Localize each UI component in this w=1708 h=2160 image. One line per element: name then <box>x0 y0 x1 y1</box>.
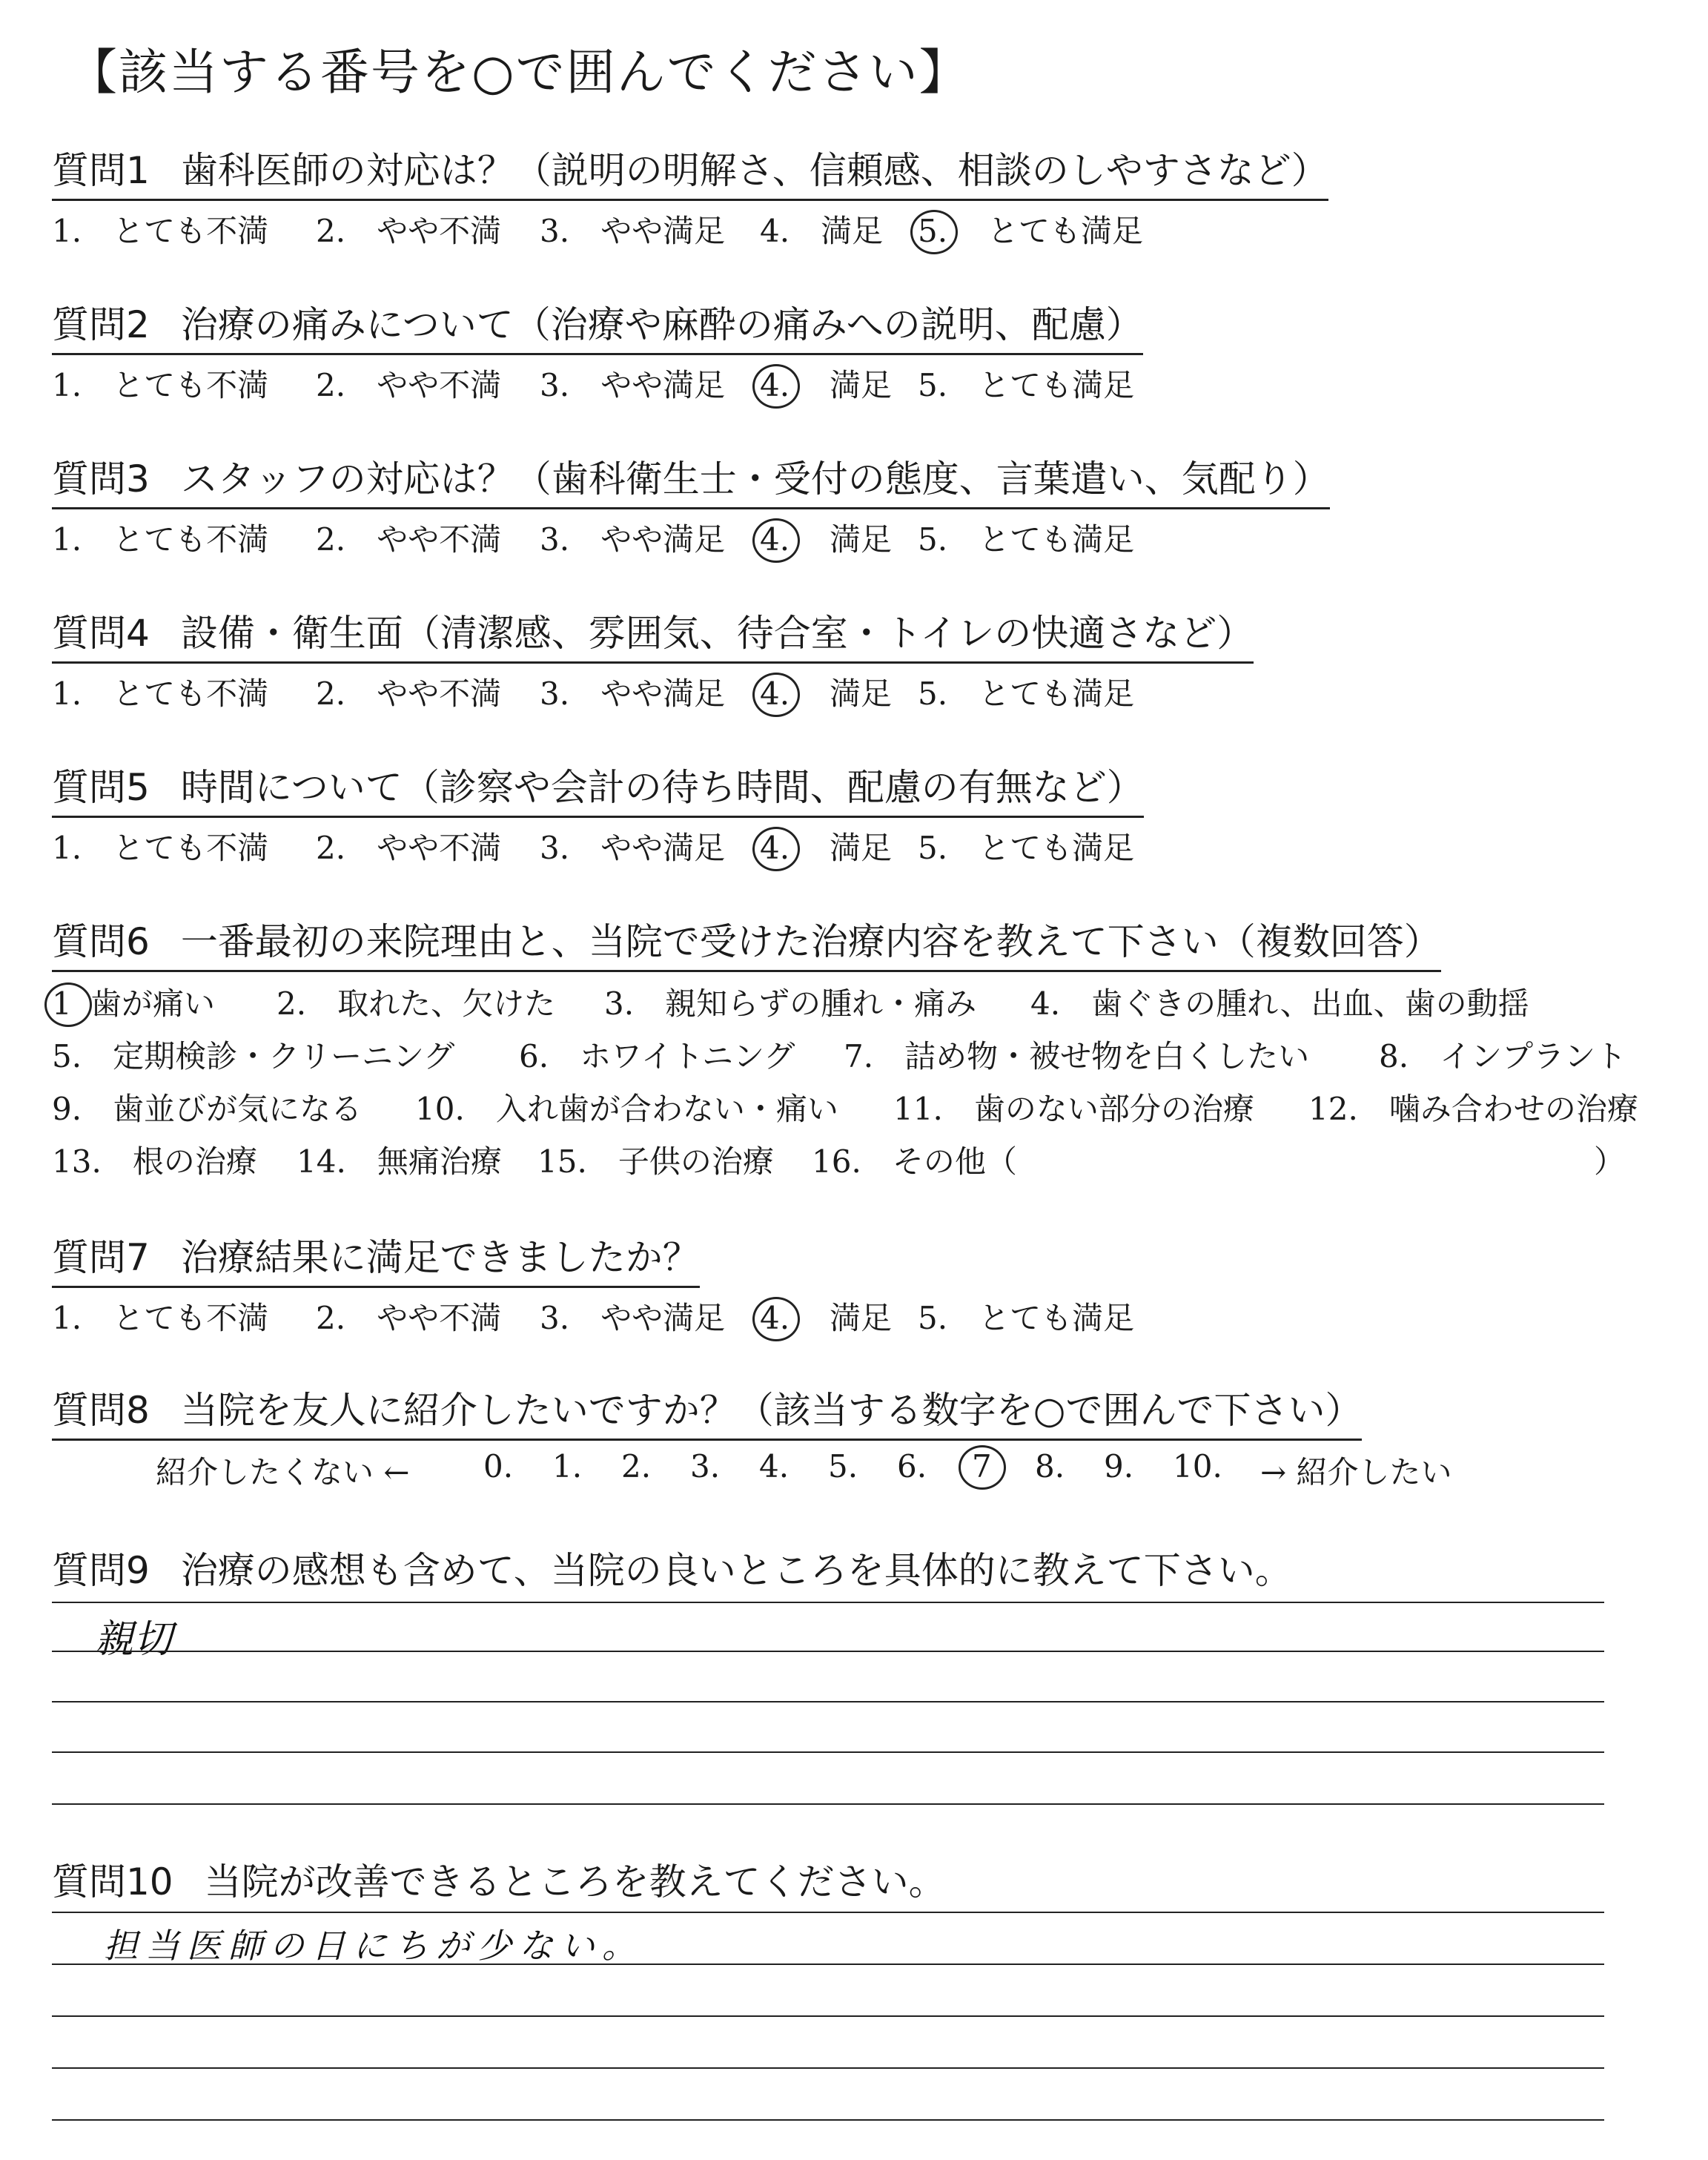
question-6-title <box>52 912 1441 972</box>
q9-answer-line-2 <box>52 1651 1604 1652</box>
q6-option-6[interactable]: 6. ホワイトニング <box>519 1038 795 1074</box>
question-7-text: 治療結果に満足できましたか？ <box>180 1236 700 1279</box>
q1-option-2[interactable]: 2. やや不満 <box>316 213 502 249</box>
question-10-text: 当院が改善できるところを教えてください。 <box>204 1860 946 1903</box>
q10-answer-line-2 <box>52 1964 1604 1965</box>
question-10 <box>52 1852 946 1906</box>
question-6-row-2 <box>52 1032 1627 1085</box>
question-5-number: 質問5 <box>52 766 150 809</box>
question-8-title <box>52 1381 1362 1441</box>
q8-option-7-circled[interactable]: 7 <box>966 1448 996 1484</box>
q1-option-4[interactable]: 4. 満足 <box>760 213 884 249</box>
q9-answer-line-3 <box>52 1701 1604 1702</box>
question-6-row-1 <box>52 980 1529 1032</box>
q4-option-4-circled[interactable]: 4. 満足 <box>760 676 893 712</box>
q6-option-4[interactable]: 4. 歯ぐきの腫れ、出血、歯の動揺 <box>1030 985 1529 1022</box>
q8-option-2[interactable]: 2. <box>621 1448 652 1484</box>
q8-option-6[interactable]: 6. <box>897 1448 927 1484</box>
question-4-title <box>52 604 1254 664</box>
question-5-text: 時間について（診察や会計の待ち時間、配慮の有無など） <box>180 766 1144 809</box>
q6-other-close-paren: ） <box>1594 1143 1626 1180</box>
q5-option-1[interactable]: 1. とても不満 <box>52 830 269 866</box>
question-6 <box>52 912 1638 1190</box>
q6-option-8[interactable]: 8. インプラント <box>1379 1038 1627 1074</box>
question-3-options <box>52 515 1330 560</box>
q2-option-4-circled[interactable]: 4. 満足 <box>760 367 893 403</box>
q2-option-2[interactable]: 2. やや不満 <box>316 367 502 403</box>
question-5 <box>52 758 1144 868</box>
q8-right-label: → 紹介したい <box>1260 1454 1452 1490</box>
question-8 <box>52 1381 1452 1493</box>
question-7-title <box>52 1228 700 1288</box>
q1-option-1[interactable]: 1. とても不満 <box>52 213 269 249</box>
q1-option-3[interactable]: 3. やや満足 <box>540 213 726 249</box>
q2-option-5[interactable]: 5. とても満足 <box>918 367 1135 403</box>
q10-answer-line-1 <box>52 1912 1604 1913</box>
q7-option-2[interactable]: 2. やや不満 <box>316 1300 502 1336</box>
q5-option-5[interactable]: 5. とても満足 <box>918 830 1135 866</box>
question-1-number: 質問1 <box>52 149 150 192</box>
q8-option-9[interactable]: 9. <box>1104 1448 1134 1484</box>
q8-option-0[interactable]: 0. <box>483 1448 514 1484</box>
question-6-row-4 <box>52 1137 1626 1190</box>
question-7-options <box>52 1294 1135 1338</box>
question-10-number: 質問10 <box>52 1860 173 1903</box>
q2-option-1[interactable]: 1. とても不満 <box>52 367 269 403</box>
question-10-title <box>52 1852 946 1906</box>
question-4 <box>52 604 1254 714</box>
q9-answer-line-1 <box>52 1602 1604 1603</box>
q6-option-11[interactable]: 11. 歯のない部分の治療 <box>893 1091 1254 1127</box>
q4-option-3[interactable]: 3. やや満足 <box>540 676 726 712</box>
form-heading: 【該当する番号を○で囲んでください】 <box>68 44 970 101</box>
q10-answer-line-5 <box>52 2119 1604 2121</box>
question-6-text: 一番最初の来院理由と、当院で受けた治療内容を教えて下さい（複数回答） <box>180 920 1441 963</box>
q6-option-2[interactable]: 2. 取れた、欠けた <box>277 985 556 1022</box>
question-3-number: 質問3 <box>52 458 150 501</box>
q8-option-1[interactable]: 1. <box>552 1448 583 1484</box>
q3-option-5[interactable]: 5. とても満足 <box>918 521 1135 558</box>
question-1-options <box>52 207 1328 251</box>
q7-option-1[interactable]: 1. とても不満 <box>52 1300 269 1336</box>
question-3-text: スタッフの対応は？（歯科衛生士・受付の態度、言葉遣い、気配り） <box>180 458 1330 501</box>
question-8-number: 質問8 <box>52 1389 150 1432</box>
q5-option-3[interactable]: 3. やや満足 <box>540 830 726 866</box>
q4-option-2[interactable]: 2. やや不満 <box>316 676 502 712</box>
q6-option-9[interactable]: 9. 歯並びが気になる <box>52 1091 363 1127</box>
question-2 <box>52 295 1143 406</box>
q6-option-7[interactable]: 7. 詰め物・被せ物を白くしたい <box>844 1038 1310 1074</box>
q6-option-16-other[interactable]: 16. その他（ <box>812 1143 1017 1180</box>
q8-option-3[interactable]: 3. <box>690 1448 721 1484</box>
question-6-number: 質問6 <box>52 920 150 963</box>
q3-option-1[interactable]: 1. とても不満 <box>52 521 269 558</box>
q9-answer-line-5 <box>52 1803 1604 1805</box>
question-6-row-3 <box>52 1085 1638 1137</box>
question-1 <box>52 141 1328 251</box>
q8-option-4[interactable]: 4. <box>759 1448 790 1484</box>
question-8-scale <box>52 1448 1452 1493</box>
q3-option-2[interactable]: 2. やや不満 <box>316 521 502 558</box>
question-3-title <box>52 449 1330 509</box>
q7-option-3[interactable]: 3. やや満足 <box>540 1300 726 1336</box>
q6-option-15[interactable]: 15. 子供の治療 <box>537 1143 774 1180</box>
question-7-number: 質問7 <box>52 1236 150 1279</box>
q10-handwritten-answer[interactable]: 担当医師の日にちが少ない。 <box>104 1926 643 1966</box>
q10-answer-line-3 <box>52 2015 1604 2017</box>
question-2-title <box>52 295 1143 355</box>
question-4-options <box>52 670 1254 714</box>
question-2-options <box>52 361 1143 406</box>
q8-option-5[interactable]: 5. <box>828 1448 858 1484</box>
q2-option-3[interactable]: 3. やや満足 <box>540 367 726 403</box>
question-9-text: 治療の感想も含めて、当院の良いところを具体的に教えて下さい。 <box>180 1549 1292 1592</box>
q6-option-10[interactable]: 10. 入れ歯が合わない・痛い <box>415 1091 838 1127</box>
question-7 <box>52 1228 1135 1338</box>
question-4-number: 質問4 <box>52 612 150 655</box>
q8-option-10[interactable]: 10. <box>1173 1448 1222 1484</box>
q5-option-2[interactable]: 2. やや不満 <box>316 830 502 866</box>
q6-option-13[interactable]: 13. 根の治療 <box>52 1143 257 1180</box>
question-5-options <box>52 824 1144 868</box>
q7-option-5[interactable]: 5. とても満足 <box>918 1300 1135 1336</box>
q8-option-8[interactable]: 8. <box>1035 1448 1065 1484</box>
q7-option-4-circled[interactable]: 4. 満足 <box>760 1300 893 1336</box>
q3-option-4-circled[interactable]: 4. 満足 <box>760 521 893 558</box>
question-1-text: 歯科医師の対応は？（説明の明解さ、信頼感、相談のしやすさなど） <box>180 149 1328 192</box>
q1-option-5-circled[interactable]: 5. とても満足 <box>918 213 1144 249</box>
q9-answer-line-4 <box>52 1751 1604 1753</box>
q8-left-label: 紹介したくない ← <box>156 1454 410 1490</box>
question-4-text: 設備・衛生面（清潔感、雰囲気、待合室・トイレの快適さなど） <box>180 612 1254 655</box>
question-9-title <box>52 1541 1292 1594</box>
question-9 <box>52 1541 1292 1594</box>
question-5-title <box>52 758 1144 818</box>
q6-option-12[interactable]: 12. 噛み合わせの治療 <box>1308 1091 1638 1127</box>
q4-option-1[interactable]: 1. とても不満 <box>52 676 269 712</box>
question-9-number: 質問9 <box>52 1549 150 1592</box>
question-2-text: 治療の痛みについて（治療や麻酔の痛みへの説明、配慮） <box>180 303 1143 346</box>
q10-answer-line-4 <box>52 2067 1604 2069</box>
question-3 <box>52 449 1330 560</box>
question-8-text: 当院を友人に紹介したいですか？（該当する数字を○で囲んで下さい） <box>180 1389 1363 1432</box>
q6-option-14[interactable]: 14. 無痛治療 <box>297 1143 502 1180</box>
q6-option-1-circled[interactable]: 1 歯が痛い <box>52 985 216 1022</box>
q4-option-5[interactable]: 5. とても満足 <box>918 676 1135 712</box>
q5-option-4-circled[interactable]: 4. 満足 <box>760 830 893 866</box>
q6-option-5[interactable]: 5. 定期検診・クリーニング <box>52 1038 455 1074</box>
question-1-title <box>52 141 1328 201</box>
q3-option-3[interactable]: 3. やや満足 <box>540 521 726 558</box>
question-2-number: 質問2 <box>52 303 150 346</box>
q6-option-3[interactable]: 3. 親知らずの腫れ・痛み <box>604 985 977 1022</box>
q9-handwritten-answer[interactable]: 親切 <box>95 1617 173 1662</box>
